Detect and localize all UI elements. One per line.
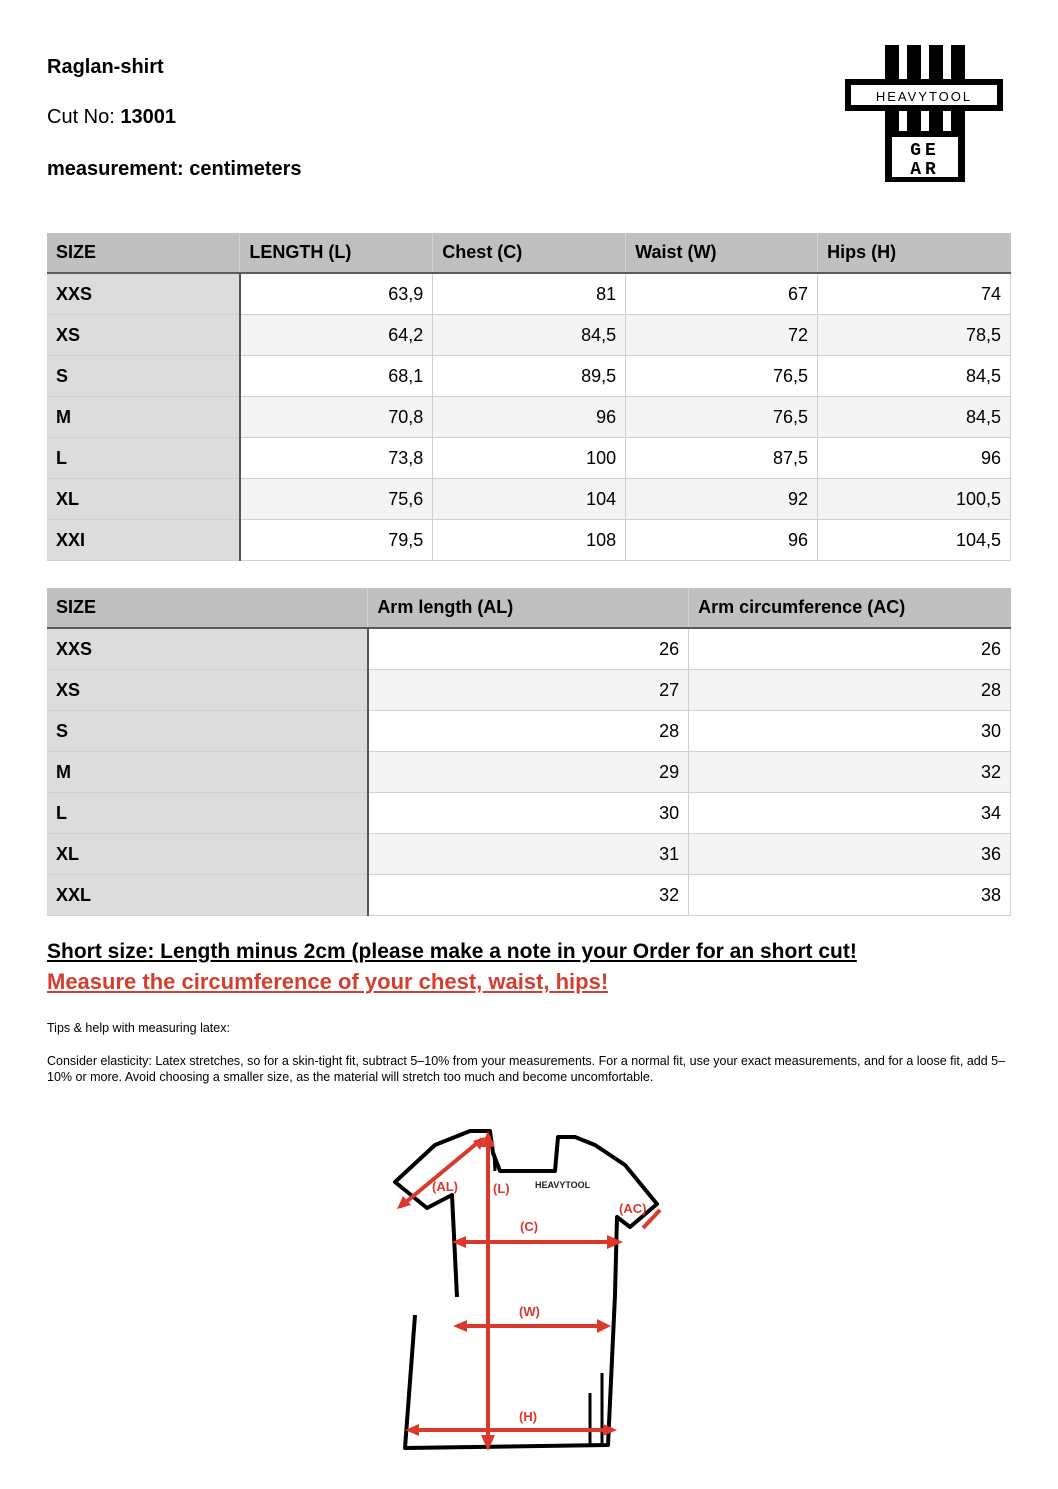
waist-cell: 76,5 [626,397,818,438]
size-cell: M [47,397,240,438]
length-cell: 68,1 [240,356,433,397]
size-cell: XXI [47,520,240,561]
chest-cell: 84,5 [433,315,626,356]
svg-text:(H): (H) [519,1409,538,1424]
arm-circumference-cell: 28 [689,670,1011,711]
cut-number: 13001 [120,106,176,128]
arm-length-cell: 29 [368,752,689,793]
chest-cell: 100 [433,438,626,479]
column-header-arm-circumference: Arm circumference (AC) [689,588,1011,628]
arm-length-cell: 28 [368,711,689,752]
chest-cell: 89,5 [433,356,626,397]
column-header-waist: Waist (W) [626,233,818,273]
column-header-size: SIZE [47,588,368,628]
table-row [47,628,1011,670]
arm-length-cell: 32 [368,875,689,916]
table-row [47,875,1011,916]
table-row [47,670,1011,711]
size-cell: L [47,438,240,479]
short-size-note: Short size: Length minus 2cm (please make a note in your Order for an short cut! [47,940,857,963]
size-cell: XXL [47,875,368,916]
tips-paragraph: Consider elasticity: Latex stretches, so for a skin-tight fit, subtract 5–10% from your measurements. For a normal fit, use your exact measurements, and for a loose fit, add 5–10% or more. Avoid choosing a smaller size, as the material will stretch too much and become uncomfortable. [47,1054,1006,1084]
arm-length-cell: 31 [368,834,689,875]
length-cell: 70,8 [240,397,433,438]
waist-cell: 92 [626,479,818,520]
size-cell: L [47,793,368,834]
hips-cell: 84,5 [818,397,1011,438]
svg-text:GE: GE [910,141,940,161]
svg-text:(C): (C) [520,1219,539,1234]
table-row [47,793,1011,834]
arm-circumference-cell: 32 [689,752,1011,793]
table-header-row [47,588,1011,628]
length-cell: 63,9 [240,273,433,315]
hips-cell: 74 [818,273,1011,315]
column-header-chest: Chest (C) [433,233,626,273]
product-title: Raglan-shirt [47,56,164,78]
size-cell: XL [47,479,240,520]
arm-circumference-cell: 38 [689,875,1011,916]
measure-warning: Measure the circumference of your chest, waist, hips! [47,969,609,994]
waist-cell: 87,5 [626,438,818,479]
table-row [47,356,1011,397]
tips-heading: Tips & help with measuring latex: [47,1021,230,1035]
cut-label: Cut No: [47,106,115,128]
length-cell: 64,2 [240,315,433,356]
waist-cell: 67 [626,273,818,315]
chest-cell: 108 [433,520,626,561]
hips-cell: 100,5 [818,479,1011,520]
hips-cell: 84,5 [818,356,1011,397]
size-cell: XXS [47,273,240,315]
column-header-arm-length: Arm length (AL) [368,588,689,628]
size-cell: S [47,356,240,397]
arm-circumference-cell: 26 [689,628,1011,670]
arm-circumference-cell: 34 [689,793,1011,834]
arm-length-cell: 30 [368,793,689,834]
table-row [47,438,1011,479]
size-cell: XL [47,834,368,875]
svg-text:(W): (W) [519,1304,540,1319]
table-header-row [47,233,1011,273]
svg-text:HEAVYTOOL: HEAVYTOOL [875,89,973,104]
chest-cell: 104 [433,479,626,520]
svg-text:AR: AR [910,160,940,180]
size-cell: XS [47,315,240,356]
chest-cell: 96 [433,397,626,438]
cut-number-line [47,106,176,129]
length-cell: 75,6 [240,479,433,520]
hips-cell: 104,5 [818,520,1011,561]
table-row [47,834,1011,875]
arm-length-cell: 26 [368,628,689,670]
table-row [47,520,1011,561]
chest-cell: 81 [433,273,626,315]
column-header-size: SIZE [47,233,240,273]
table-row [47,315,1011,356]
hips-cell: 96 [818,438,1011,479]
size-cell: XS [47,670,368,711]
svg-text:(AC): (AC) [619,1201,647,1216]
table-row [47,479,1011,520]
length-cell: 79,5 [240,520,433,561]
hips-cell: 78,5 [818,315,1011,356]
size-cell: M [47,752,368,793]
column-header-length: LENGTH (L) [240,233,433,273]
svg-text:(AL): (AL) [432,1179,458,1194]
waist-cell: 96 [626,520,818,561]
body-size-table [47,233,1011,561]
arm-size-table [47,588,1011,916]
measurement-unit: measurement: centimeters [47,158,302,180]
arm-circumference-cell: 30 [689,711,1011,752]
column-header-hips: Hips (H) [818,233,1011,273]
table-row [47,711,1011,752]
arm-length-cell: 27 [368,670,689,711]
shirt-measurement-diagram [385,1125,680,1455]
length-cell: 73,8 [240,438,433,479]
table-row [47,273,1011,315]
table-row [47,752,1011,793]
waist-cell: 72 [626,315,818,356]
svg-text:HEAVYTOOL: HEAVYTOOL [535,1180,591,1190]
svg-text:(L): (L) [493,1181,510,1196]
arm-circumference-cell: 36 [689,834,1011,875]
size-cell: XXS [47,628,368,670]
size-cell: S [47,711,368,752]
table-row [47,397,1011,438]
waist-cell: 76,5 [626,356,818,397]
heavytool-gear-logo [845,45,1003,182]
